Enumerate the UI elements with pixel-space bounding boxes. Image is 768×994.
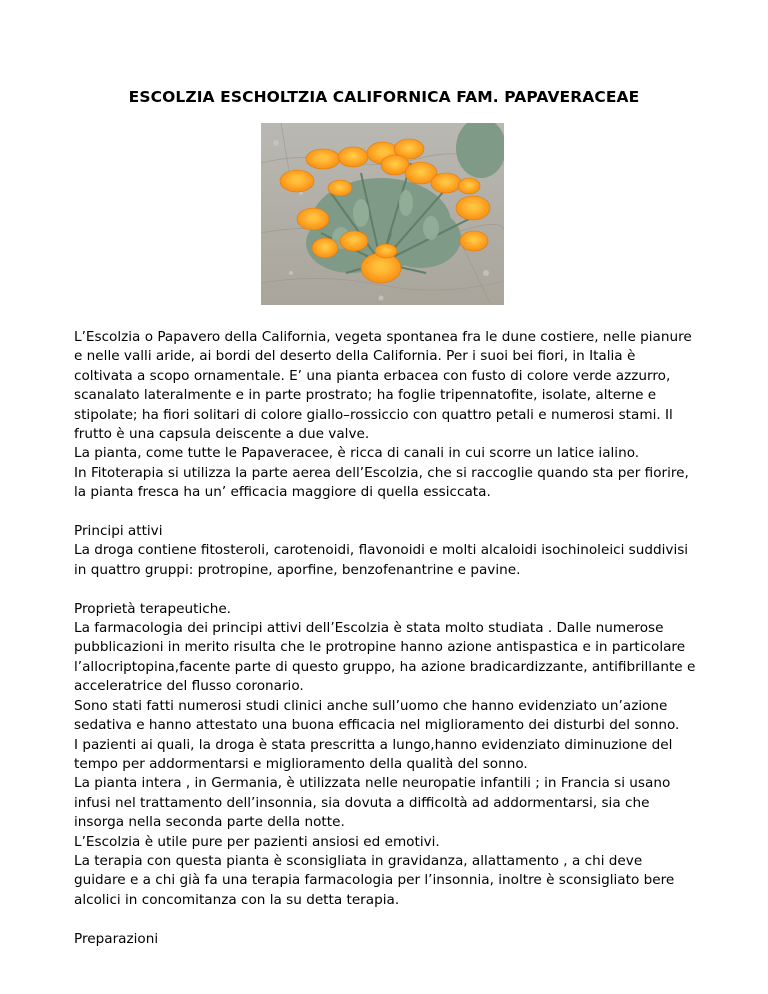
- text-line: e nelle valli aride, ai bordi del deserto della California. Per i suoi bei fiori, in Italia è: [74, 348, 636, 365]
- text-line: L’Escolzia o Papavero della California, vegeta spontanea fra le dune costiere, nelle pianure: [74, 329, 692, 345]
- text-line: in quattro gruppi: protropine, aporfine, benzofenantrine e pavine.: [74, 561, 521, 578]
- text-line: La droga contiene fitosteroli, carotenoidi, flavonoidi e molti alcaloidi isochinoleici suddivisi: [74, 542, 689, 559]
- page-title: ESCOLZIA ESCHOLTZIA CALIFORNICA FAM. PAPAVERACEAE: [128, 88, 640, 106]
- text-line: guidare e a chi già fa una terapia farmacologia per l’insonnia, inoltre è sconsigliato bere: [74, 872, 675, 889]
- text-line: La terapia con questa pianta è sconsigliata in gravidanza, allattamento , a chi deve: [74, 852, 643, 869]
- section-heading-proprieta: Proprietà terapeutiche.: [74, 600, 232, 617]
- text-line: pubblicazioni in merito risulta che le protropine hanno azione antispastica e in particolare: [74, 639, 686, 656]
- text-line: I pazienti ai quali, la droga è stata prescritta a lungo,hanno evidenziato diminuzione del: [74, 736, 673, 753]
- text-line: alcolici in concomitanza con la su detta terapia.: [74, 891, 400, 908]
- text-line: scanalato lateralmente e in parte prostrato; ha foglie tripennatofite, isolate, alterne e: [74, 387, 657, 404]
- preparazioni-section: [74, 930, 696, 949]
- intro-paragraph: [74, 328, 696, 503]
- text-line: L’Escolzia è utile pure per pazienti ansiosi ed emotivi.: [74, 833, 440, 850]
- text-line: La farmacologia dei principi attivi dell’Escolzia è stata molto studiata . Dalle numerose: [74, 620, 664, 637]
- california-poppy-photo: [261, 123, 504, 305]
- text-line: Sono stati fatti numerosi studi clinici anche sull’uomo che hanno evidenziato un’azione: [74, 697, 668, 714]
- text-line: tempo per addormentarsi e miglioramento della qualità del sonno.: [74, 755, 528, 772]
- text-line: La pianta, come tutte le Papaveracee, è ricca di canali in cui scorre un latice ialino.: [74, 445, 640, 462]
- section-heading-principi: Principi attivi: [74, 523, 163, 540]
- document-body: [74, 328, 696, 949]
- text-line: sedativa e hanno attestato una buona efficacia nel miglioramento dei disturbi del sonno.: [74, 717, 680, 734]
- text-line: la pianta fresca ha un’ efficacia maggiore di quella essiccata.: [74, 484, 491, 501]
- section-heading-preparazioni: Preparazioni: [74, 930, 159, 947]
- text-line: l’allocriptopina,facente parte di questo gruppo, ha azione bradicardizzante, antifibrillante e: [74, 658, 696, 675]
- text-line: In Fitoterapia si utilizza la parte aerea dell’Escolzia, che si raccoglie quando sta per fiorire,: [74, 464, 689, 481]
- text-line: La pianta intera , in Germania, è utilizzata nelle neuropatie infantili ; in Francia si usano: [74, 775, 671, 792]
- proprieta-section: [74, 600, 696, 911]
- text-line: stipolate; ha fiori solitari di colore giallo–rossiccio con quattro petali e numerosi stami. Il: [74, 406, 673, 423]
- principi-section: [74, 522, 696, 580]
- text-line: infusi nel trattamento dell’insonnia, sia dovuta a difficoltà ad addormentarsi, sia che: [74, 794, 650, 811]
- text-line: coltivata a scopo ornamentale. E’ una pianta erbacea con fusto di colore verde azzurro,: [74, 367, 671, 384]
- text-line: insorga nella seconda parte della notte.: [74, 814, 345, 831]
- text-line: frutto è una capsula deiscente a due valve.: [74, 426, 370, 443]
- text-line: acceleratrice del flusso coronario.: [74, 678, 304, 695]
